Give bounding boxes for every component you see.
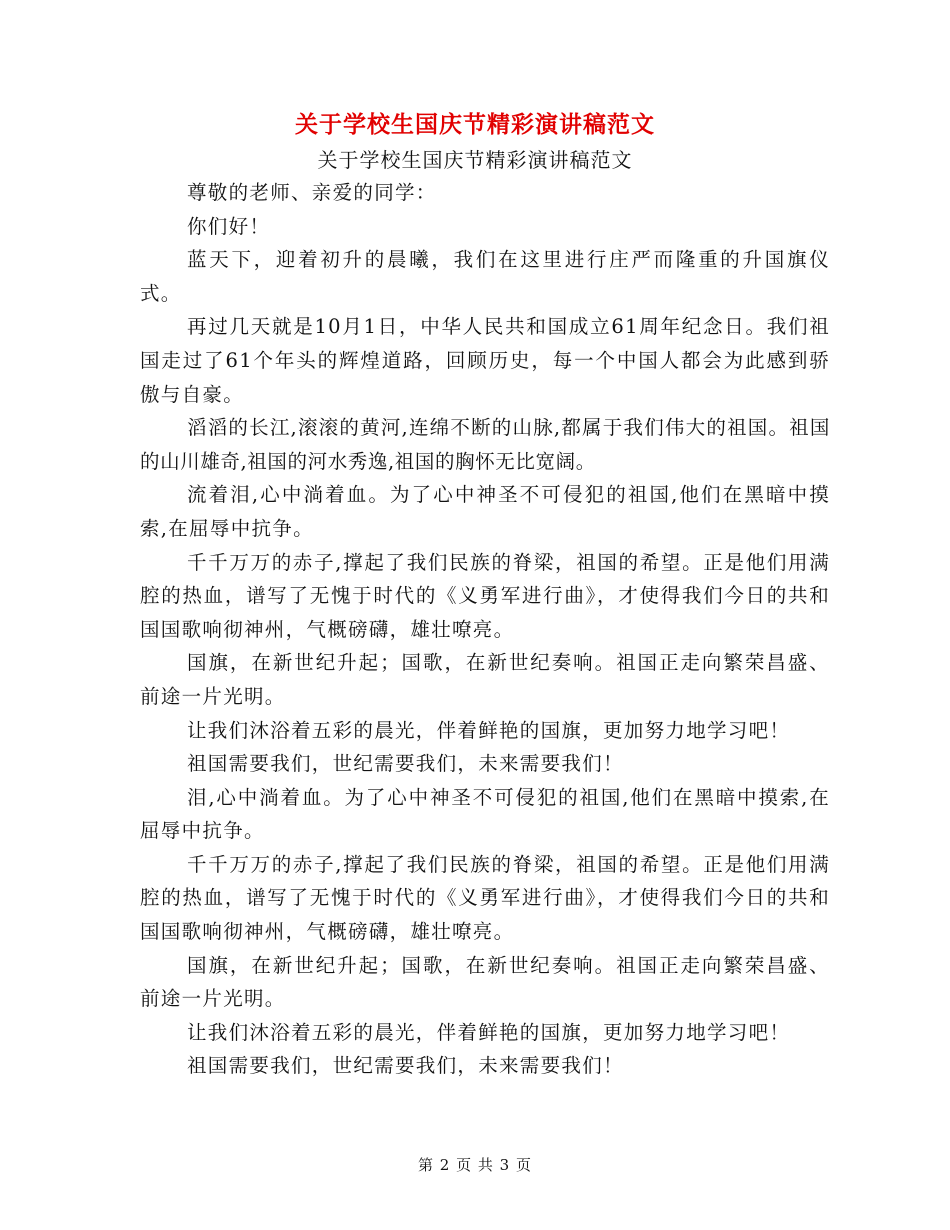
paragraph: 千千万万的赤子,撑起了我们民族的脊梁，祖国的希望。正是他们用满腔的热血，谱写了无愧于时代的《义勇军进行曲》，才使得我们今日的共和国国歌响彻神州，气概磅礴，雄壮嘹亮。 [140, 852, 830, 944]
paragraph: 国旗，在新世纪升起；国歌，在新世纪奏响。祖国正走向繁荣昌盛、前途一片光明。 [140, 651, 830, 708]
paragraph: 祖国需要我们，世纪需要我们，未来需要我们！ [187, 752, 624, 776]
paragraph-greeting: 尊敬的老师、亲爱的同学： [187, 181, 437, 204]
paragraph: 让我们沐浴着五彩的晨光，伴着鲜艳的国旗，更加努力地学习吧！ [187, 1020, 791, 1044]
paragraph: 祖国需要我们，世纪需要我们，未来需要我们！ [187, 1054, 624, 1078]
paragraph-hello: 你们好！ [187, 214, 271, 238]
paragraph: 蓝天下，迎着初升的晨曦，我们在这里进行庄严而隆重的升国旗仪式。 [140, 248, 830, 305]
paragraph: 滔滔的长江,滚滚的黄河,连绵不断的山脉,都属于我们伟大的祖国。祖国的山川雄奇,祖国的河水秀逸,祖国的胸怀无比宽阔。 [140, 416, 830, 473]
paragraph: 再过几天就是10月1日，中华人民共和国成立61周年纪念日。我们祖国走过了61个年头的辉煌道路，回顾历史，每一个中国人都会为此感到骄傲与自豪。 [140, 315, 830, 406]
document-body [140, 176, 830, 1083]
document-title: 关于学校生国庆节精彩演讲稿范文 [295, 111, 655, 138]
page-number-footer: 第 2 页 共 3 页 [418, 1156, 532, 1174]
paragraph: 让我们沐浴着五彩的晨光，伴着鲜艳的国旗，更加努力地学习吧！ [187, 718, 791, 742]
paragraph: 流着泪,心中淌着血。为了心中神圣不可侵犯的祖国,他们在黑暗中摸索,在屈辱中抗争。 [140, 483, 830, 540]
paragraph: 千千万万的赤子,撑起了我们民族的脊梁，祖国的希望。正是他们用满腔的热血，谱写了无愧于时代的《义勇军进行曲》，才使得我们今日的共和国国歌响彻神州，气概磅礴，雄壮嘹亮。 [140, 550, 830, 641]
paragraph: 泪,心中淌着血。为了心中神圣不可侵犯的祖国,他们在黑暗中摸索,在屈辱中抗争。 [140, 785, 830, 843]
paragraph: 国旗，在新世纪升起；国歌，在新世纪奏响。祖国正走向繁荣昌盛、前途一片光明。 [140, 953, 830, 1011]
document-subtitle: 关于学校生国庆节精彩演讲稿范文 [317, 148, 633, 172]
